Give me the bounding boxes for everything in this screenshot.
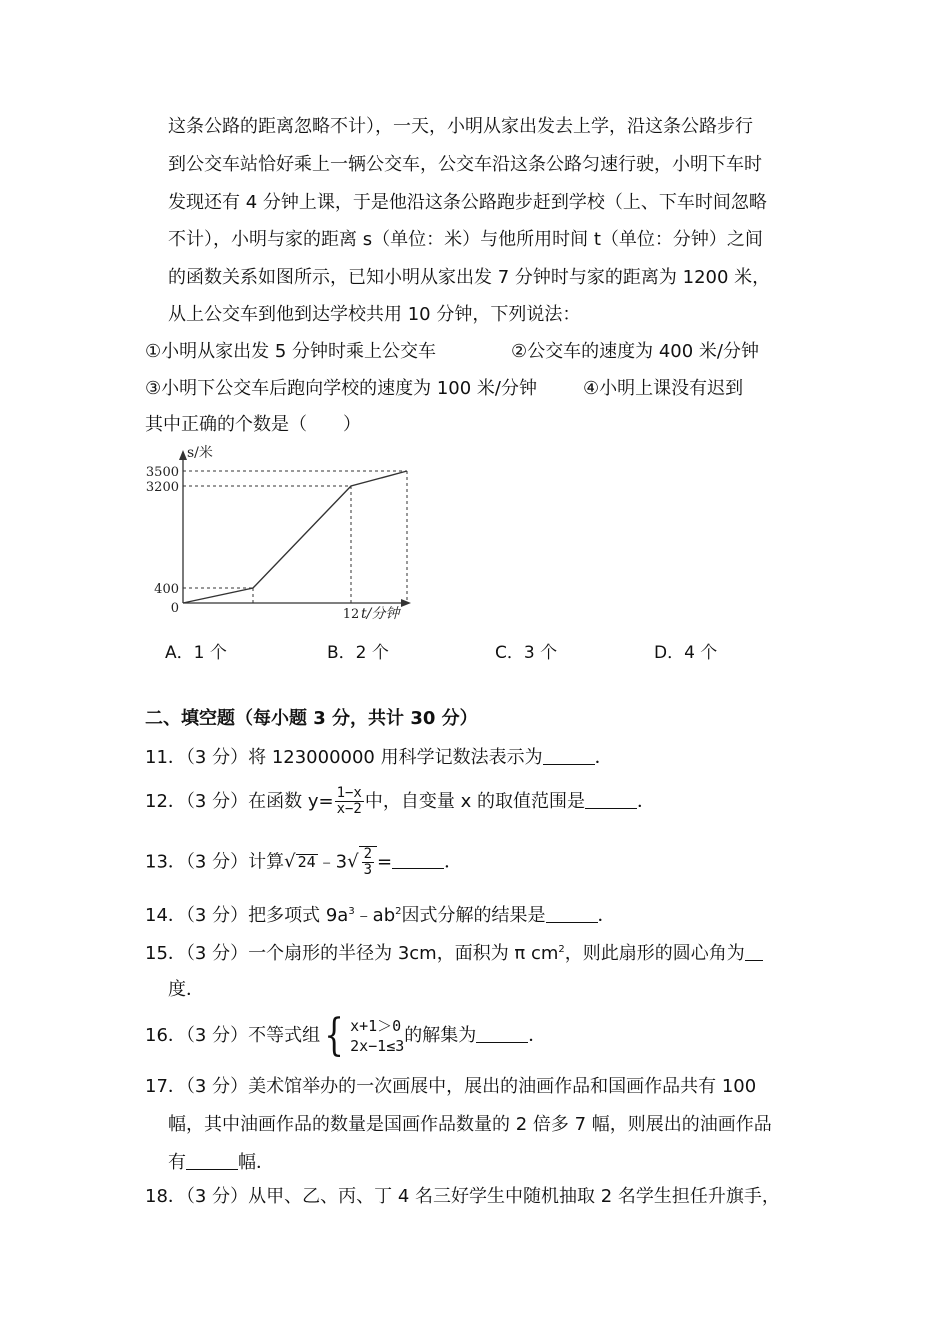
- question-12: 12．（3 分）在函数 y= $\frac{1-x}{x-2}$ 中，自变量 x 的取值范围是 ．: [145, 785, 655, 818]
- q14-score: （3 分）: [185, 905, 249, 926]
- q16-inequality-system: { x+1＞0 2x−1≤3: [324, 1010, 405, 1061]
- section-title: 二、填空题（每小题 3 分，共计 30 分）: [145, 708, 478, 729]
- q15-line-2: 度．: [168, 979, 204, 1000]
- question-18: 18．（3 分）从甲、乙、丙、丁 4 名三好学生中随机抽取 2 名学生担任升旗手，: [145, 1186, 780, 1207]
- x-axis-label: t/分钟: [361, 606, 400, 622]
- question-15: 15．（3 分）一个扇形的半径为 3cm，面积为 π $cm^2$，则此扇形的圆心角为: [145, 944, 763, 963]
- q18-score: （3 分）: [185, 1186, 249, 1207]
- q17-answer-blank[interactable]: [186, 1153, 238, 1170]
- distance-time-graph: [135, 444, 425, 624]
- y-tick-label-400: 400: [154, 582, 179, 597]
- q16-score: （3 分）: [185, 1025, 249, 1046]
- statement-2: ②公交车的速度为 400 米/分钟: [511, 341, 759, 362]
- q14-number: 14．: [145, 905, 186, 926]
- statement-4: ④小明上课没有迟到: [583, 378, 744, 399]
- q13-sqrt-24: √ 24: [284, 851, 316, 873]
- q11-number: 11．: [145, 747, 186, 768]
- q15-number: 15．: [145, 943, 186, 964]
- q11-score: （3 分）: [185, 747, 249, 768]
- question-13: 13．（3 分）计算√ 24 ﹣3√ $\frac{2}{3}$ = ．: [145, 846, 463, 879]
- q16-number: 16．: [145, 1025, 186, 1046]
- q13-answer-blank[interactable]: [392, 852, 444, 869]
- y-tick-label-3500: 3500: [145, 465, 179, 480]
- problem-text-line-2: 到公交车站恰好乘上一辆公交车，公交车沿这条公路匀速行驶，小明下车时: [168, 154, 762, 175]
- q12-answer-blank[interactable]: [585, 792, 637, 809]
- q11-answer-blank[interactable]: [543, 748, 595, 765]
- q17-line-2: 幅，其中油画作品的数量是国画作品数量的 2 倍多 7 幅，则展出的油画作品: [168, 1114, 772, 1135]
- q12-number: 12．: [145, 790, 186, 812]
- q16-answer-blank[interactable]: [476, 1026, 528, 1043]
- q11-text: 将 123000000 用科学记数法表示为: [248, 747, 543, 768]
- statement-3: ③小明下公交车后跑向学校的速度为 100 米/分钟: [145, 378, 537, 399]
- statement-1: ①小明从家出发 5 分钟时乘上公交车: [145, 341, 437, 362]
- q18-number: 18．: [145, 1186, 186, 1207]
- y-tick-label-0: 0: [170, 601, 179, 616]
- x-tick-label-12: 12: [342, 607, 360, 622]
- question-prompt: 其中正确的个数是（ ）: [145, 414, 361, 435]
- q13-score: （3 分）: [185, 851, 249, 873]
- q15-answer-blank[interactable]: [745, 944, 763, 961]
- q17-score: （3 分）: [185, 1076, 249, 1097]
- q12-fraction: $\frac{1-x}{x-2}$: [336, 785, 362, 818]
- question-17: 17．（3 分）美术馆举办的一次画展中，展出的油画作品和国画作品共有 100: [145, 1076, 757, 1097]
- y-axis-arrow: [179, 450, 187, 460]
- q13-number: 13．: [145, 851, 186, 873]
- q12-score: （3 分）: [185, 790, 249, 812]
- q14-answer-blank[interactable]: [546, 906, 598, 923]
- q17-line-3: 有 幅．: [168, 1152, 274, 1173]
- option-a[interactable]: A．1 个: [165, 643, 227, 663]
- q15-score: （3 分）: [185, 943, 249, 964]
- problem-text-line-1: 这条公路的距离忽略不计），一天，小明从家出发去上学，沿这条公路步行: [168, 116, 753, 137]
- q17-number: 17．: [145, 1076, 186, 1097]
- option-d[interactable]: D．4 个: [654, 643, 718, 663]
- problem-text-line-3: 发现还有 4 分钟上课，于是他沿这条公路跑步赶到学校（上、下车时间忽略: [168, 192, 767, 213]
- question-11: 11．（3 分）将 123000000 用科学记数法表示为 ．: [145, 747, 613, 768]
- q13-sqrt-fraction: √ $\frac{2}{3}$: [347, 846, 377, 879]
- problem-text-line-5: 的函数关系如图所示，已知小明从家出发 7 分钟时与家的距离为 1200 米，: [168, 267, 771, 288]
- problem-text-line-4: 不计），小明与家的距离 s（单位：米）与他所用时间 t（单位：分钟）之间: [168, 229, 763, 250]
- x-axis-arrow: [401, 599, 411, 607]
- y-tick-label-3200: 3200: [145, 480, 179, 495]
- question-14: 14．（3 分）把多项式 $9a^3﹣ab^2$因式分解的结果是 ．: [145, 905, 616, 926]
- y-axis-label: s/米: [187, 445, 213, 461]
- option-c[interactable]: C．3 个: [495, 643, 558, 663]
- series-line-0: [183, 471, 407, 603]
- question-16: 16．（3 分）不等式组 { x+1＞0 2x−1≤3 的解集为 ．: [145, 1010, 547, 1061]
- problem-text-line-6: 从上公交车到他到达学校共用 10 分钟，下列说法：: [168, 304, 581, 325]
- option-b[interactable]: B．2 个: [327, 643, 389, 663]
